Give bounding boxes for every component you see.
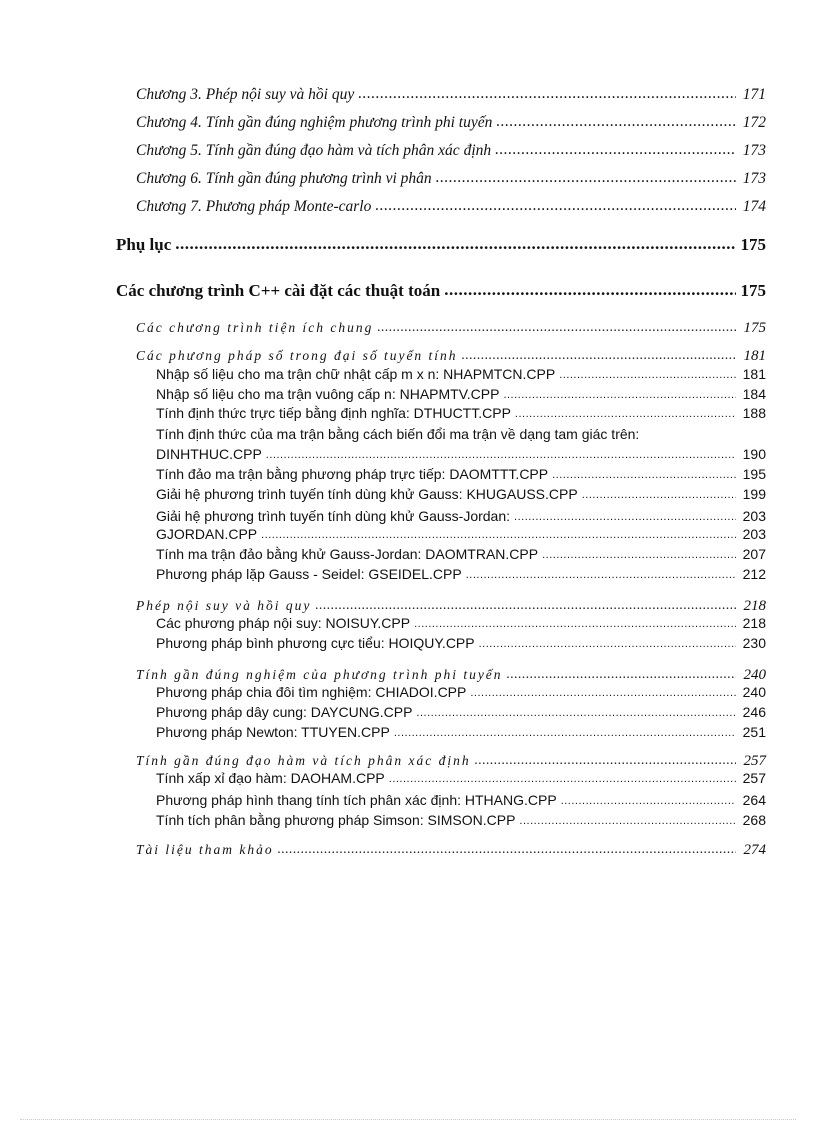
leader-dots [479, 634, 736, 650]
toc-item[interactable] [156, 792, 766, 808]
toc-item[interactable] [156, 770, 766, 786]
toc-page-number: 246 [742, 704, 766, 720]
toc-page-number: 172 [742, 114, 766, 131]
toc-section-title: Các chương trình tiện ích chung [136, 320, 374, 335]
toc-item[interactable] [156, 812, 766, 828]
toc-item[interactable] [156, 405, 766, 421]
toc-page-number: 171 [742, 86, 766, 103]
toc-item-title: Nhập số liệu cho ma trận chữ nhật cấp m x n: NHAPMTCN.CPP [156, 366, 556, 382]
leader-dots [444, 280, 736, 300]
toc-chapter-7[interactable] [136, 198, 766, 216]
leader-dots [389, 769, 736, 785]
leader-dots [462, 347, 736, 363]
toc-item-title: Nhập số liệu cho ma trận vuông cấp n: NHAPMTV.CPP [156, 386, 500, 402]
toc-page-number: 173 [742, 142, 766, 159]
toc-item[interactable] [156, 635, 766, 651]
toc-page-number: 240 [742, 684, 766, 700]
toc-entry-title: Chương 7. Phương pháp Monte-carlo [136, 198, 372, 215]
toc-page-number: 212 [742, 566, 766, 582]
toc-item[interactable] [156, 466, 766, 482]
toc-page-number: 218 [742, 615, 766, 631]
leader-dots [559, 365, 736, 381]
toc-page-number: 188 [742, 405, 766, 421]
leader-dots [266, 445, 736, 461]
leader-dots [503, 385, 736, 401]
toc-item-title: Tính tích phân bằng phương pháp Simson: SIMSON.CPP [156, 812, 516, 828]
toc-item-title: DINHTHUC.CPP [156, 446, 262, 462]
toc-page-number: 268 [742, 812, 766, 828]
toc-item-title: Phương pháp lặp Gauss - Seidel: GSEIDEL.CPP [156, 566, 462, 582]
leader-dots [582, 485, 736, 501]
leader-dots [542, 545, 736, 561]
toc-entry-title: Chương 4. Tính gần đúng nghiệm phương trình phi tuyến [136, 114, 493, 131]
toc-item[interactable] [156, 386, 766, 402]
leader-dots [470, 683, 736, 699]
leader-dots [552, 465, 736, 481]
toc-entry-title: Chương 5. Tính gần đúng đạo hàm và tích phân xác định [136, 142, 492, 159]
toc-item[interactable] [156, 724, 766, 740]
toc-item[interactable] [156, 446, 766, 462]
toc-page-number: 175 [740, 235, 766, 254]
toc-item[interactable] [156, 508, 766, 524]
toc-page-number: 199 [742, 486, 766, 502]
toc-section-title: Tính gần đúng nghiệm của phương trình phi tuyến [136, 667, 503, 682]
toc-page-number: 230 [742, 635, 766, 651]
toc-page-number: 203 [742, 526, 766, 542]
toc-page-number: 190 [742, 446, 766, 462]
toc-entry-title: Chương 3. Phép nội suy và hồi quy [136, 86, 355, 103]
leader-dots [466, 565, 736, 581]
leader-dots [561, 791, 736, 807]
toc-item-title: Tính định thức của ma trận bằng cách biến đổi ma trận về dạng tam giác trên: [156, 426, 640, 442]
toc-item-title: GJORDAN.CPP [156, 526, 258, 542]
toc-page-number: 240 [743, 667, 766, 683]
toc-item[interactable] [156, 526, 766, 542]
toc-item-title: Giải hệ phương trình tuyến tính dùng khử Gauss-Jordan: [156, 508, 511, 524]
toc-appendix[interactable] [116, 235, 766, 255]
leader-dots [496, 113, 736, 131]
leader-dots [515, 404, 736, 420]
toc-page-number: 257 [743, 753, 766, 769]
toc-page-number: 203 [742, 508, 766, 524]
toc-heading-title: Phụ lục [116, 235, 172, 254]
toc-chapter-5[interactable] [136, 142, 766, 160]
toc-section-general[interactable] [136, 320, 766, 337]
toc-item[interactable] [156, 546, 766, 562]
leader-dots [475, 752, 736, 768]
toc-item-title: Phương pháp chia đôi tìm nghiệm: CHIADOI.CPP [156, 684, 467, 700]
toc-item-title: Tính đảo ma trận bằng phương pháp trực tiếp: DAOMTTT.CPP [156, 466, 549, 482]
leader-dots [261, 525, 736, 541]
toc-page-number: 181 [743, 348, 766, 364]
leader-dots [175, 234, 736, 254]
leader-dots [377, 319, 736, 335]
toc-page-number: 174 [742, 198, 766, 215]
toc-programs[interactable] [116, 281, 766, 301]
toc-section-title: Các phương pháp số trong đại số tuyến tính [136, 348, 458, 363]
toc-section-title: Phép nội suy và hồi quy [136, 598, 312, 613]
toc-item[interactable] [156, 704, 766, 720]
toc-section-title: Tính gần đúng đạo hàm và tích phân xác định [136, 753, 471, 768]
toc-item-title: Phương pháp Newton: TTUYEN.CPP [156, 724, 390, 740]
toc-section-title: Tài liệu tham khảo [136, 842, 274, 857]
toc-page-number: 175 [740, 281, 766, 300]
toc-item[interactable] [156, 486, 766, 502]
toc-page-number: 175 [743, 320, 766, 336]
leader-dots [394, 723, 736, 739]
toc-section-interpolation[interactable] [136, 598, 766, 615]
toc-item-title: Phương pháp dây cung: DAYCUNG.CPP [156, 704, 413, 720]
leader-dots [514, 507, 736, 523]
leader-dots [414, 614, 736, 630]
toc-page-number: 264 [742, 792, 766, 808]
toc-page-number: 257 [742, 770, 766, 786]
toc-page-number: 173 [742, 170, 766, 187]
toc-chapter-3[interactable] [136, 86, 766, 104]
toc-item[interactable] [156, 566, 766, 582]
toc-item-title: Phương pháp bình phương cực tiểu: HOIQUY.CPP [156, 635, 475, 651]
toc-chapter-6[interactable] [136, 170, 766, 188]
leader-dots [519, 811, 736, 827]
leader-dots [375, 197, 736, 215]
leader-dots [495, 141, 736, 159]
toc-item-title: Giải hệ phương trình tuyến tính dùng khử Gauss: KHUGAUSS.CPP [156, 486, 578, 502]
leader-dots [315, 597, 736, 613]
toc-page-number: 218 [743, 598, 766, 614]
toc-chapter-4[interactable] [136, 114, 766, 132]
toc-page-number: 207 [742, 546, 766, 562]
leader-dots [416, 703, 736, 719]
toc-item-title: Tính ma trận đảo bằng khử Gauss-Jordan: DAOMTRAN.CPP [156, 546, 539, 562]
toc-item-title: Các phương pháp nội suy: NOISUY.CPP [156, 615, 411, 631]
toc-item[interactable] [156, 426, 766, 442]
toc-item[interactable] [156, 615, 766, 631]
toc-entry-title: Chương 6. Tính gần đúng phương trình vi phân [136, 170, 432, 187]
leader-dots [436, 169, 736, 187]
toc-item-title: Tính xấp xỉ đạo hàm: DAOHAM.CPP [156, 770, 385, 786]
leader-dots [358, 85, 736, 103]
toc-page-number: 195 [742, 466, 766, 482]
toc-item[interactable] [156, 366, 766, 382]
toc-item-title: Phương pháp hình thang tính tích phân xác định: HTHANG.CPP [156, 792, 557, 808]
leader-dots [278, 841, 736, 857]
leader-dots [507, 666, 736, 682]
toc-item-title: Tính định thức trực tiếp bằng định nghĩa: DTHUCTT.CPP [156, 405, 511, 421]
toc-section-linear[interactable] [136, 348, 766, 365]
toc-page-number: 181 [742, 366, 766, 382]
toc-section-nonlinear[interactable] [136, 667, 766, 684]
toc-heading-title: Các chương trình C++ cài đặt các thuật toán [116, 281, 441, 300]
page-bottom-rule [20, 1119, 796, 1120]
toc-page-number: 251 [742, 724, 766, 740]
toc-item[interactable] [156, 684, 766, 700]
toc-page-number: 274 [743, 842, 766, 858]
toc-section-derivative[interactable] [136, 753, 766, 770]
toc-section-references[interactable] [136, 842, 766, 859]
toc-page-number: 184 [742, 386, 766, 402]
